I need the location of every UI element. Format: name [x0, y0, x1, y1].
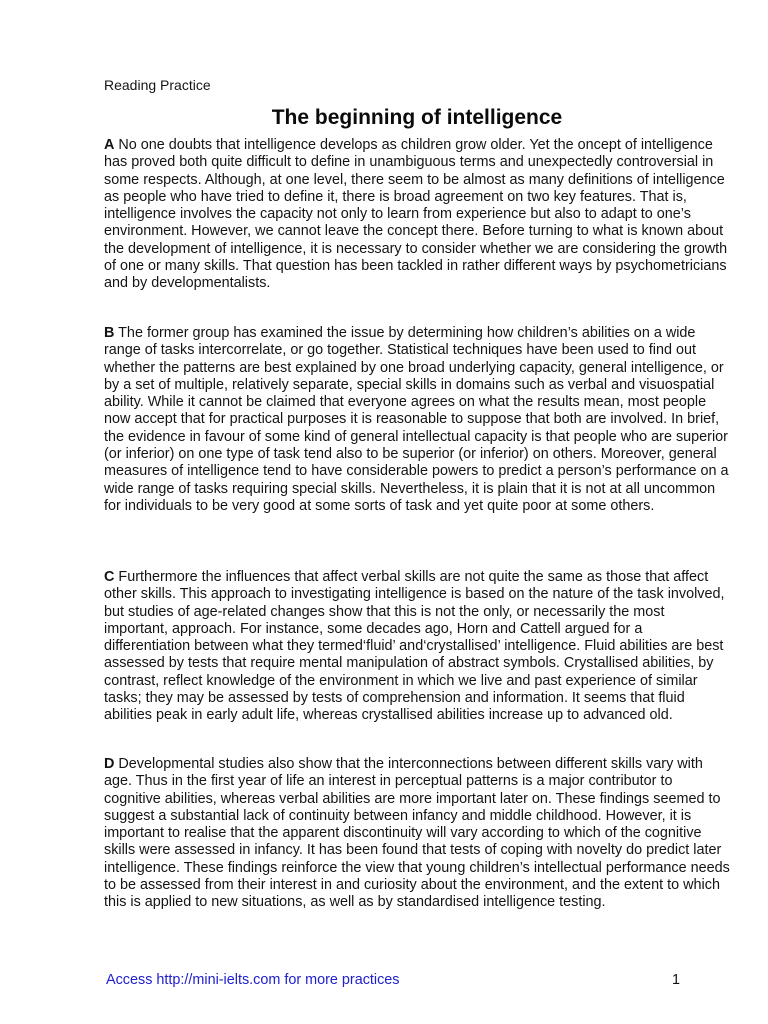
paragraph-text: Developmental studies also show that the interconnections between different skills vary with age. Thus in the first year of life an interest in perceptual patterns is a major contributor to cognitive abilities, whereas verbal abilities are more important later on. These findings seemed to suggest a substantial lack of continuity between infancy and middle childhood. However, it is important to realise that the apparent discontinuity will vary according to which of the cognitive skills were assessed in infancy. It has been found that tests of coping with novelty do predict later intelligence. These findings reinforce the view that young children’s intellectual performance needs to be assessed from their interest in and curiosity about the environment, and the extent to which this is applied to new situations, as well as by standardised intelligence testing.: [104, 756, 730, 911]
paragraph-letter: B: [104, 325, 115, 341]
paragraph-text: Furthermore the influences that affect verbal skills are not quite the same as those that affect other skills. This approach to investigating intelligence is based on the nature of the task involved, but studies of age-related changes show that this is not the only, or necessarily the most important, approach. For instance, some decades ago, Horn and Cattell argued for a differentiation between what they termed‘fluid’ and‘crystallised’ intelligence. Fluid abilities are best assessed by tests that require mental manipulation of abstract symbols. Crystallised abilities, by contrast, reflect knowledge of the environment in which we live and past experience of similar tasks; they may be assessed by tests of comprehension and information. It seems that fluid abilities peak in early adult life, whereas crystallised abilities increase up to advanced old.: [104, 569, 725, 724]
footer-link[interactable]: Access http://mini-ielts.com for more practices: [106, 972, 400, 988]
paragraph-d: [104, 756, 732, 912]
paragraph-text: No one doubts that intelligence develops as children grow older. Yet the oncept of intelligence has proved both quite difficult to define in unambiguous terms and unexpectedly controversial in some respects. Although, at one level, there seem to be almost as many definitions of intelligence as people who have tried to define it, there is broad agreement on two key features. That is, intelligence involves the capacity not only to learn from experience but also to adapt to one’s environment. However, we cannot leave the concept there. Before turning to what is known about the development of intelligence, it is necessary to consider whether we are considering the growth of one or many skills. That question has been tackled in rather different ways by psychometricians and by developmentalists.: [104, 137, 728, 292]
paragraph-letter: D: [104, 756, 115, 772]
paragraph-c: [104, 569, 732, 725]
paragraph-text: The former group has examined the issue by determining how children’s abilities on a wide range of tasks intercorrelate, or go together. Statistical techniques have been used to find out whether the patterns are best explained by one broad underlying capacity, general intelligence, or by a set of multiple, relatively separate, special skills in domains such as verbal and visuospatial ability. While it cannot be claimed that everyone agrees on what the results mean, most people now accept that for practical purposes it is reasonable to suppose that both are involved. In brief, the evidence in favour of some kind of general intellectual capacity is that people who are superior (or inferior) on one type of task tend also to be superior (or inferior) on others. Moreover, general measures of intelligence tend to have considerable powers to predict a person’s performance on a wide range of tasks requiring special skills. Nevertheless, it is plain that it is not at all uncommon for individuals to be very good at some sorts of task and yet quite poor at some others.: [104, 325, 729, 514]
page-number: 1: [672, 972, 681, 988]
paragraph-a: [104, 137, 732, 293]
paragraph-letter: C: [104, 569, 115, 585]
header-label: Reading Practice: [104, 77, 211, 93]
paragraph-b: [104, 325, 732, 515]
document-title: The beginning of intelligence: [271, 106, 563, 129]
paragraph-letter: A: [104, 137, 115, 153]
